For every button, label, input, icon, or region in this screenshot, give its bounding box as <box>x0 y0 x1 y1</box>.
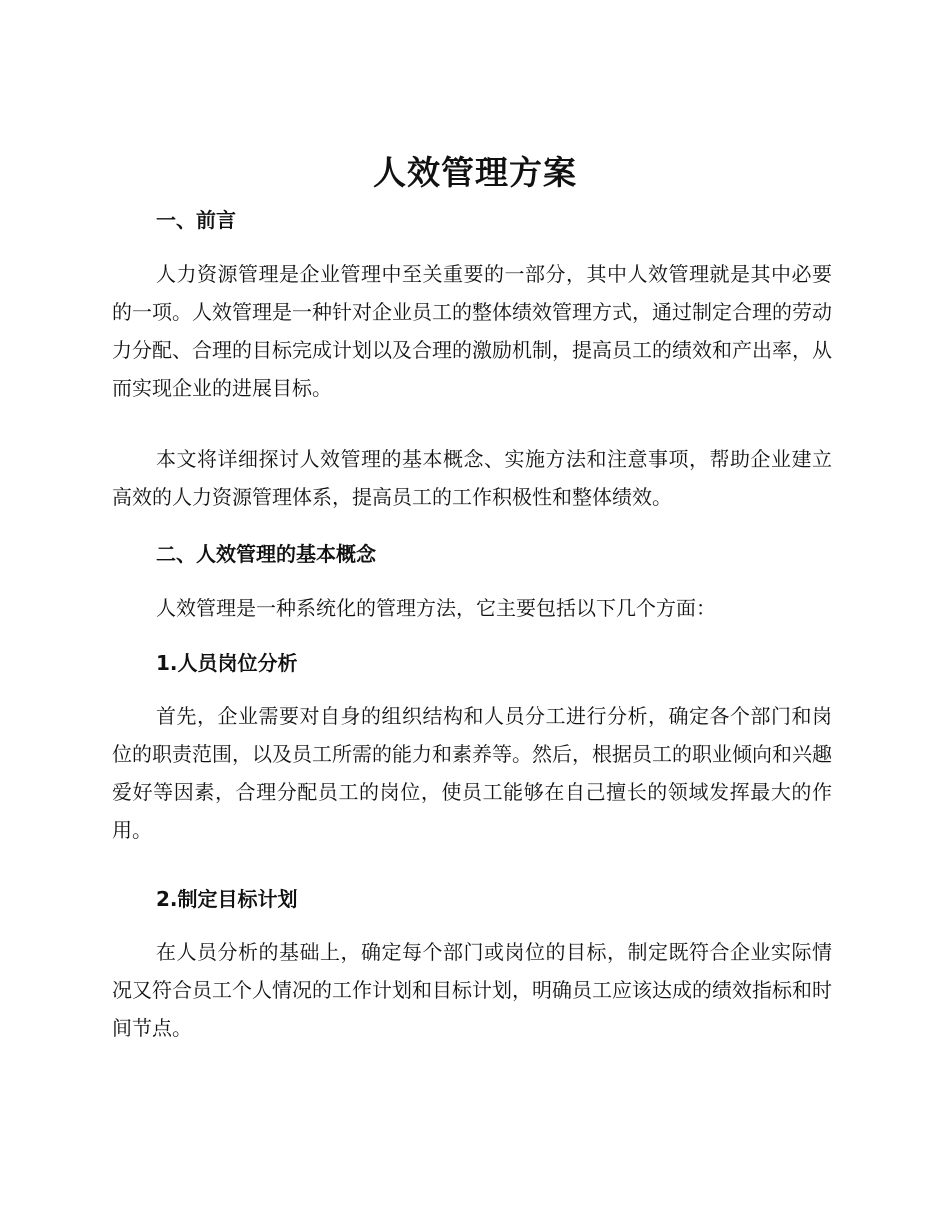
paragraph-goal-planning: 在人员分析的基础上，确定每个部门或岗位的目标，制定既符合企业实际情况又符合员工个人情况的工作计划和目标计划，明确员工应该达成的绩效指标和时间节点。 <box>112 940 832 1040</box>
paragraph-preface-1: 人力资源管理是企业管理中至关重要的一部分，其中人效管理就是其中必要的一项。人效管理是一种针对企业员工的整体绩效管理方式，通过制定合理的劳动力分配、合理的目标完成计划以及合理的激励机制，提高员工的绩效和产出率，从而实现企业的进展目标。 <box>112 262 832 400</box>
paragraph-position-analysis: 首先，企业需要对自身的组织结构和人员分工进行分析，确定各个部门和岗位的职责范围，以及员工所需的能力和素养等。然后，根据员工的职业倾向和兴趣爱好等因素，合理分配员工的岗位，使员工能够在自己擅长的领域发挥最大的作用。 <box>112 704 832 842</box>
subheading-position-analysis: 1.人员岗位分析 <box>156 651 298 675</box>
section-heading-concept: 二、人效管理的基本概念 <box>156 542 376 566</box>
section-heading-preface: 一、前言 <box>156 208 236 232</box>
paragraph-concept-intro: 人效管理是一种系统化的管理方法，它主要包括以下几个方面： <box>156 596 716 620</box>
paragraph-preface-2: 本文将详细探讨人效管理的基本概念、实施方法和注意事项，帮助企业建立高效的人力资源管理体系，提高员工的工作积极性和整体绩效。 <box>112 447 832 509</box>
document-title: 人效管理方案 <box>373 153 577 192</box>
subheading-goal-planning: 2.制定目标计划 <box>156 887 298 911</box>
